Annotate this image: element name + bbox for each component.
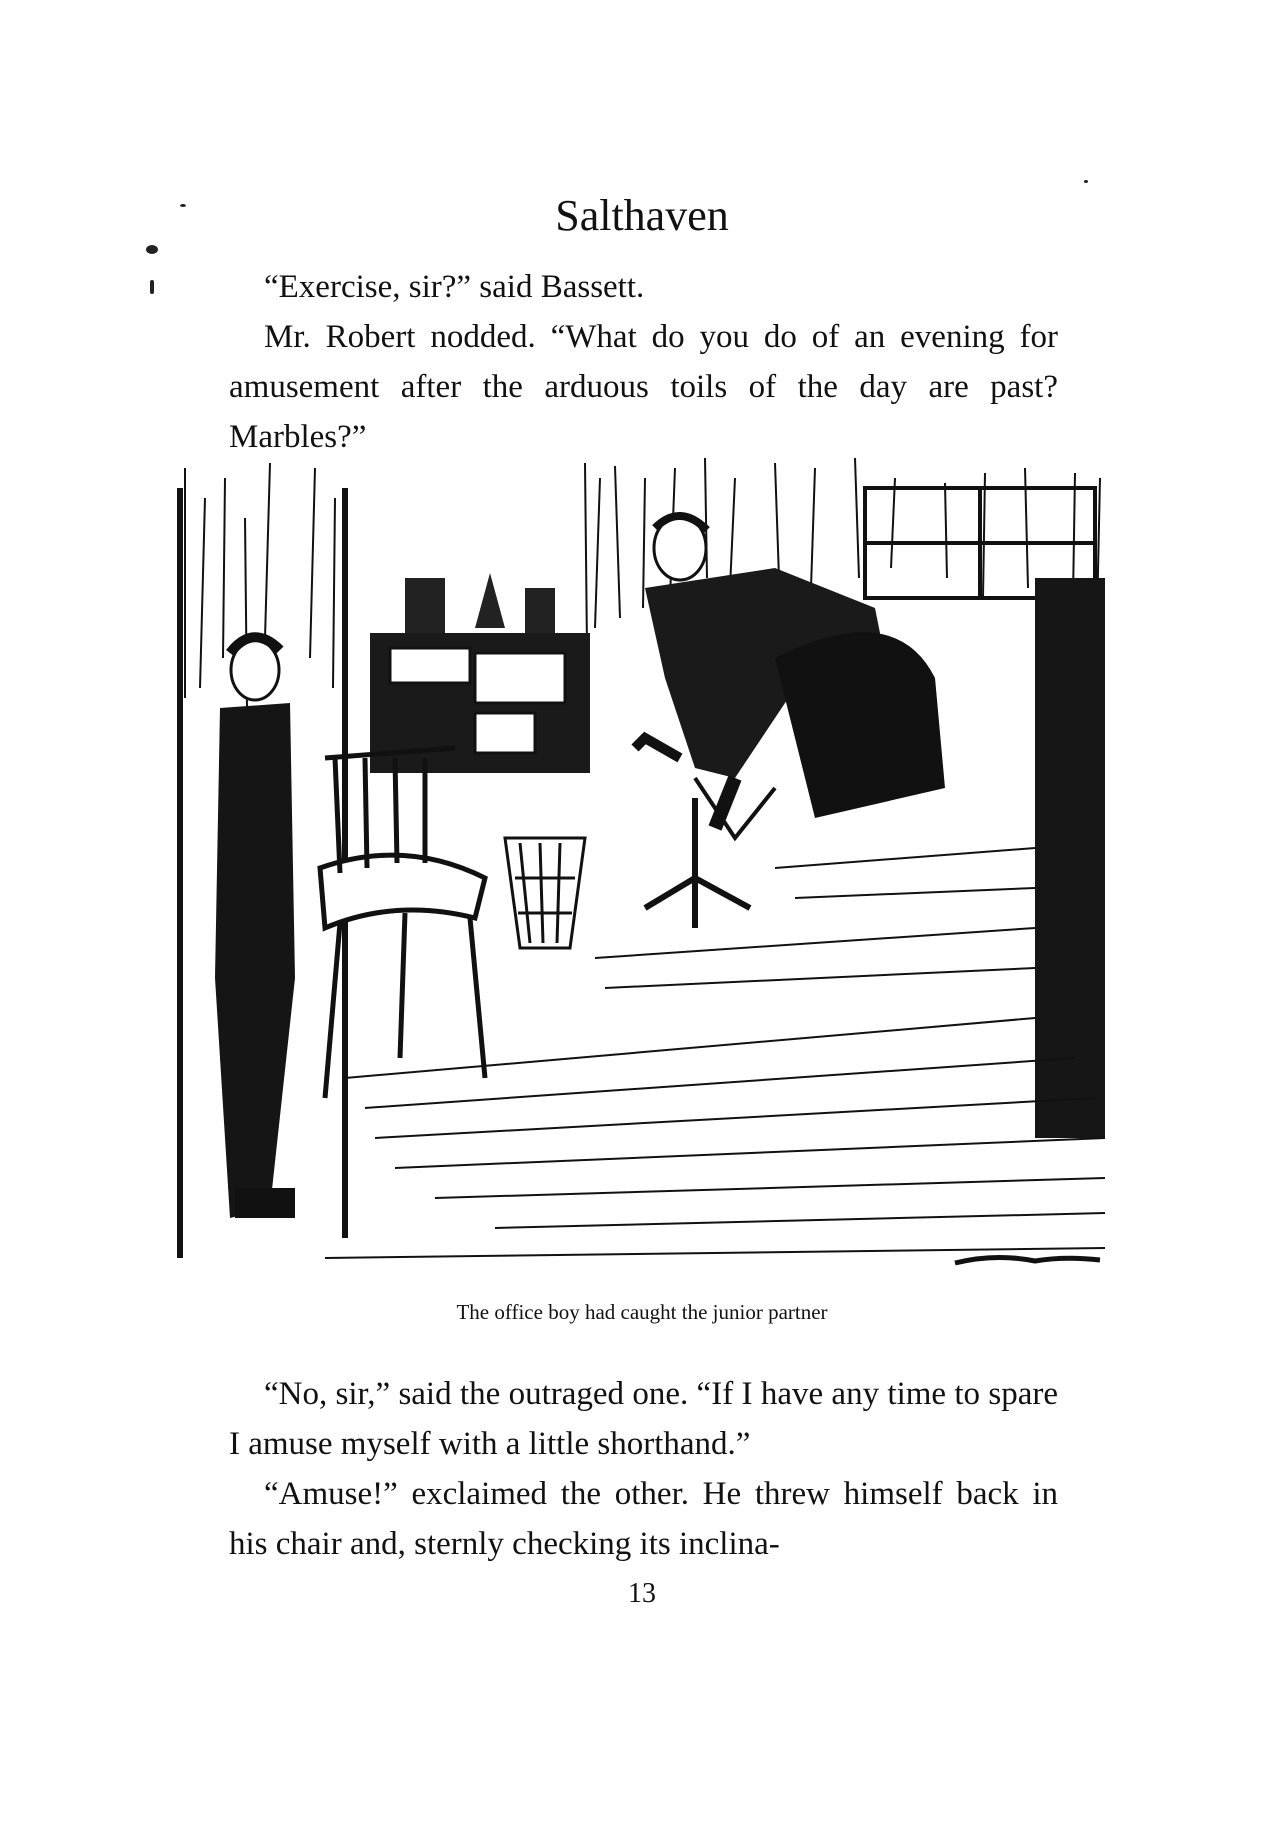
- paragraph: “No, sir,” said the outraged one. “If I have any time to spare I amuse myself with a little shorthand.”: [229, 1376, 1058, 1462]
- paragraph: Mr. Robert nodded. “What do you do of an evening for amusement after the arduous toils of the day are past? Marbles?”: [229, 319, 1058, 455]
- paragraph: “Amuse!” exclaimed the other. He threw himself back in his chair and, sternly checking its inclina-: [229, 1476, 1058, 1562]
- scan-speck: [146, 245, 158, 254]
- office-boy: [215, 637, 295, 1218]
- illustration: [175, 458, 1110, 1278]
- cabinet: [1035, 578, 1105, 1138]
- scan-speck: [1084, 180, 1088, 183]
- wastebasket: [505, 838, 585, 948]
- body-text-top: [229, 262, 1058, 462]
- armchair: [775, 632, 945, 818]
- artist-signature: [955, 1257, 1100, 1263]
- desk: [370, 573, 590, 773]
- office-scene-drawing: [175, 458, 1110, 1278]
- swivel-chair-base: [645, 798, 750, 928]
- running-title: Salthaven: [555, 191, 729, 240]
- illustration-caption: The office boy had caught the junior partner: [456, 1300, 828, 1324]
- page-number: 13: [628, 1578, 656, 1609]
- paragraph: “Exercise, sir?” said Bassett.: [264, 269, 645, 305]
- scan-speck: [150, 280, 154, 294]
- body-text-bottom: [229, 1369, 1058, 1569]
- wall-hatching: [185, 458, 1100, 708]
